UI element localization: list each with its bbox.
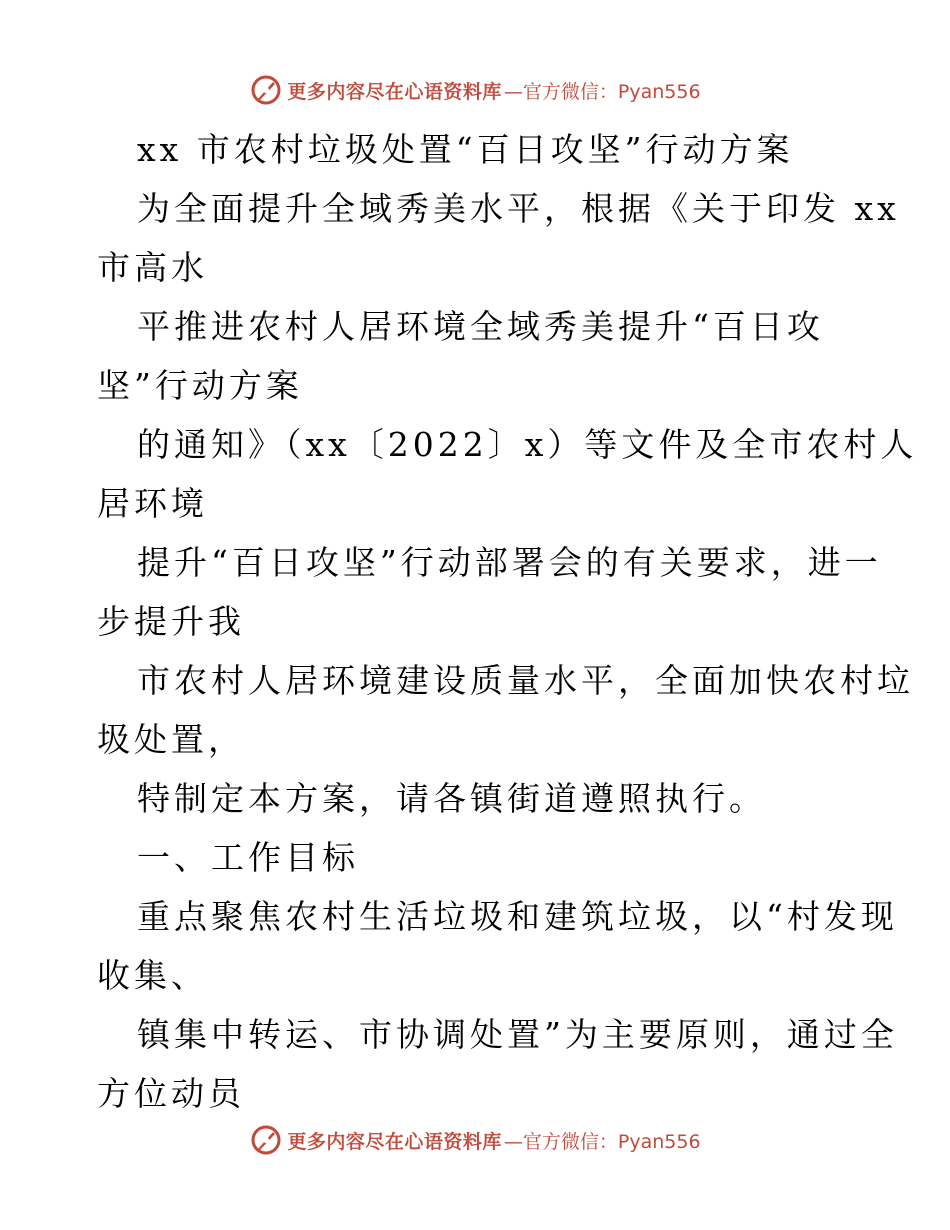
text-line: 居环境 <box>97 484 208 523</box>
text-line: 方位动员 <box>97 1074 245 1113</box>
text-line: 为全面提升全域秀美水平，根据《关于印发 xx <box>137 189 900 228</box>
text-line: 提升“百日攻坚”行动部署会的有关要求，进一 <box>137 543 882 582</box>
text-line: 市高水 <box>97 248 208 287</box>
watermark-brand: 更多内容尽在心语资料库 <box>287 1130 502 1153</box>
text-line: 圾处置， <box>97 720 245 759</box>
text-line: 收集、 <box>97 956 208 995</box>
document-title: xx 市农村垃圾处置“百日攻坚”行动方案 <box>137 130 794 169</box>
watermark-brand: 更多内容尽在心语资料库 <box>287 80 502 103</box>
header-watermark <box>0 70 950 110</box>
document-body <box>97 120 918 1123</box>
text-line: 市农村人居环境建设质量水平，全面加快农村垃 <box>137 661 914 700</box>
text-line: 特制定本方案，请各镇街道遵照执行。 <box>137 779 766 818</box>
text-line: 坚”行动方案 <box>97 366 303 405</box>
footer-watermark <box>0 1120 950 1160</box>
text-line: 镇集中转运、市协调处置”为主要原则，通过全 <box>137 1015 898 1054</box>
watermark-contact: —官方微信：Pyan556 <box>503 80 701 103</box>
text-line: 步提升我 <box>97 602 245 641</box>
quill-logo-icon <box>249 73 283 107</box>
text-line: 平推进农村人居环境全域秀美提升“百日攻 <box>137 307 824 346</box>
text-line: 的通知》（xx〔2022〕x）等文件及全市农村人 <box>137 425 918 464</box>
watermark-contact: —官方微信：Pyan556 <box>503 1130 701 1153</box>
quill-logo-icon <box>249 1123 283 1157</box>
text-line: 重点聚焦农村生活垃圾和建筑垃圾，以“村发现 <box>137 897 898 936</box>
section-heading: 一、工作目标 <box>137 838 359 877</box>
